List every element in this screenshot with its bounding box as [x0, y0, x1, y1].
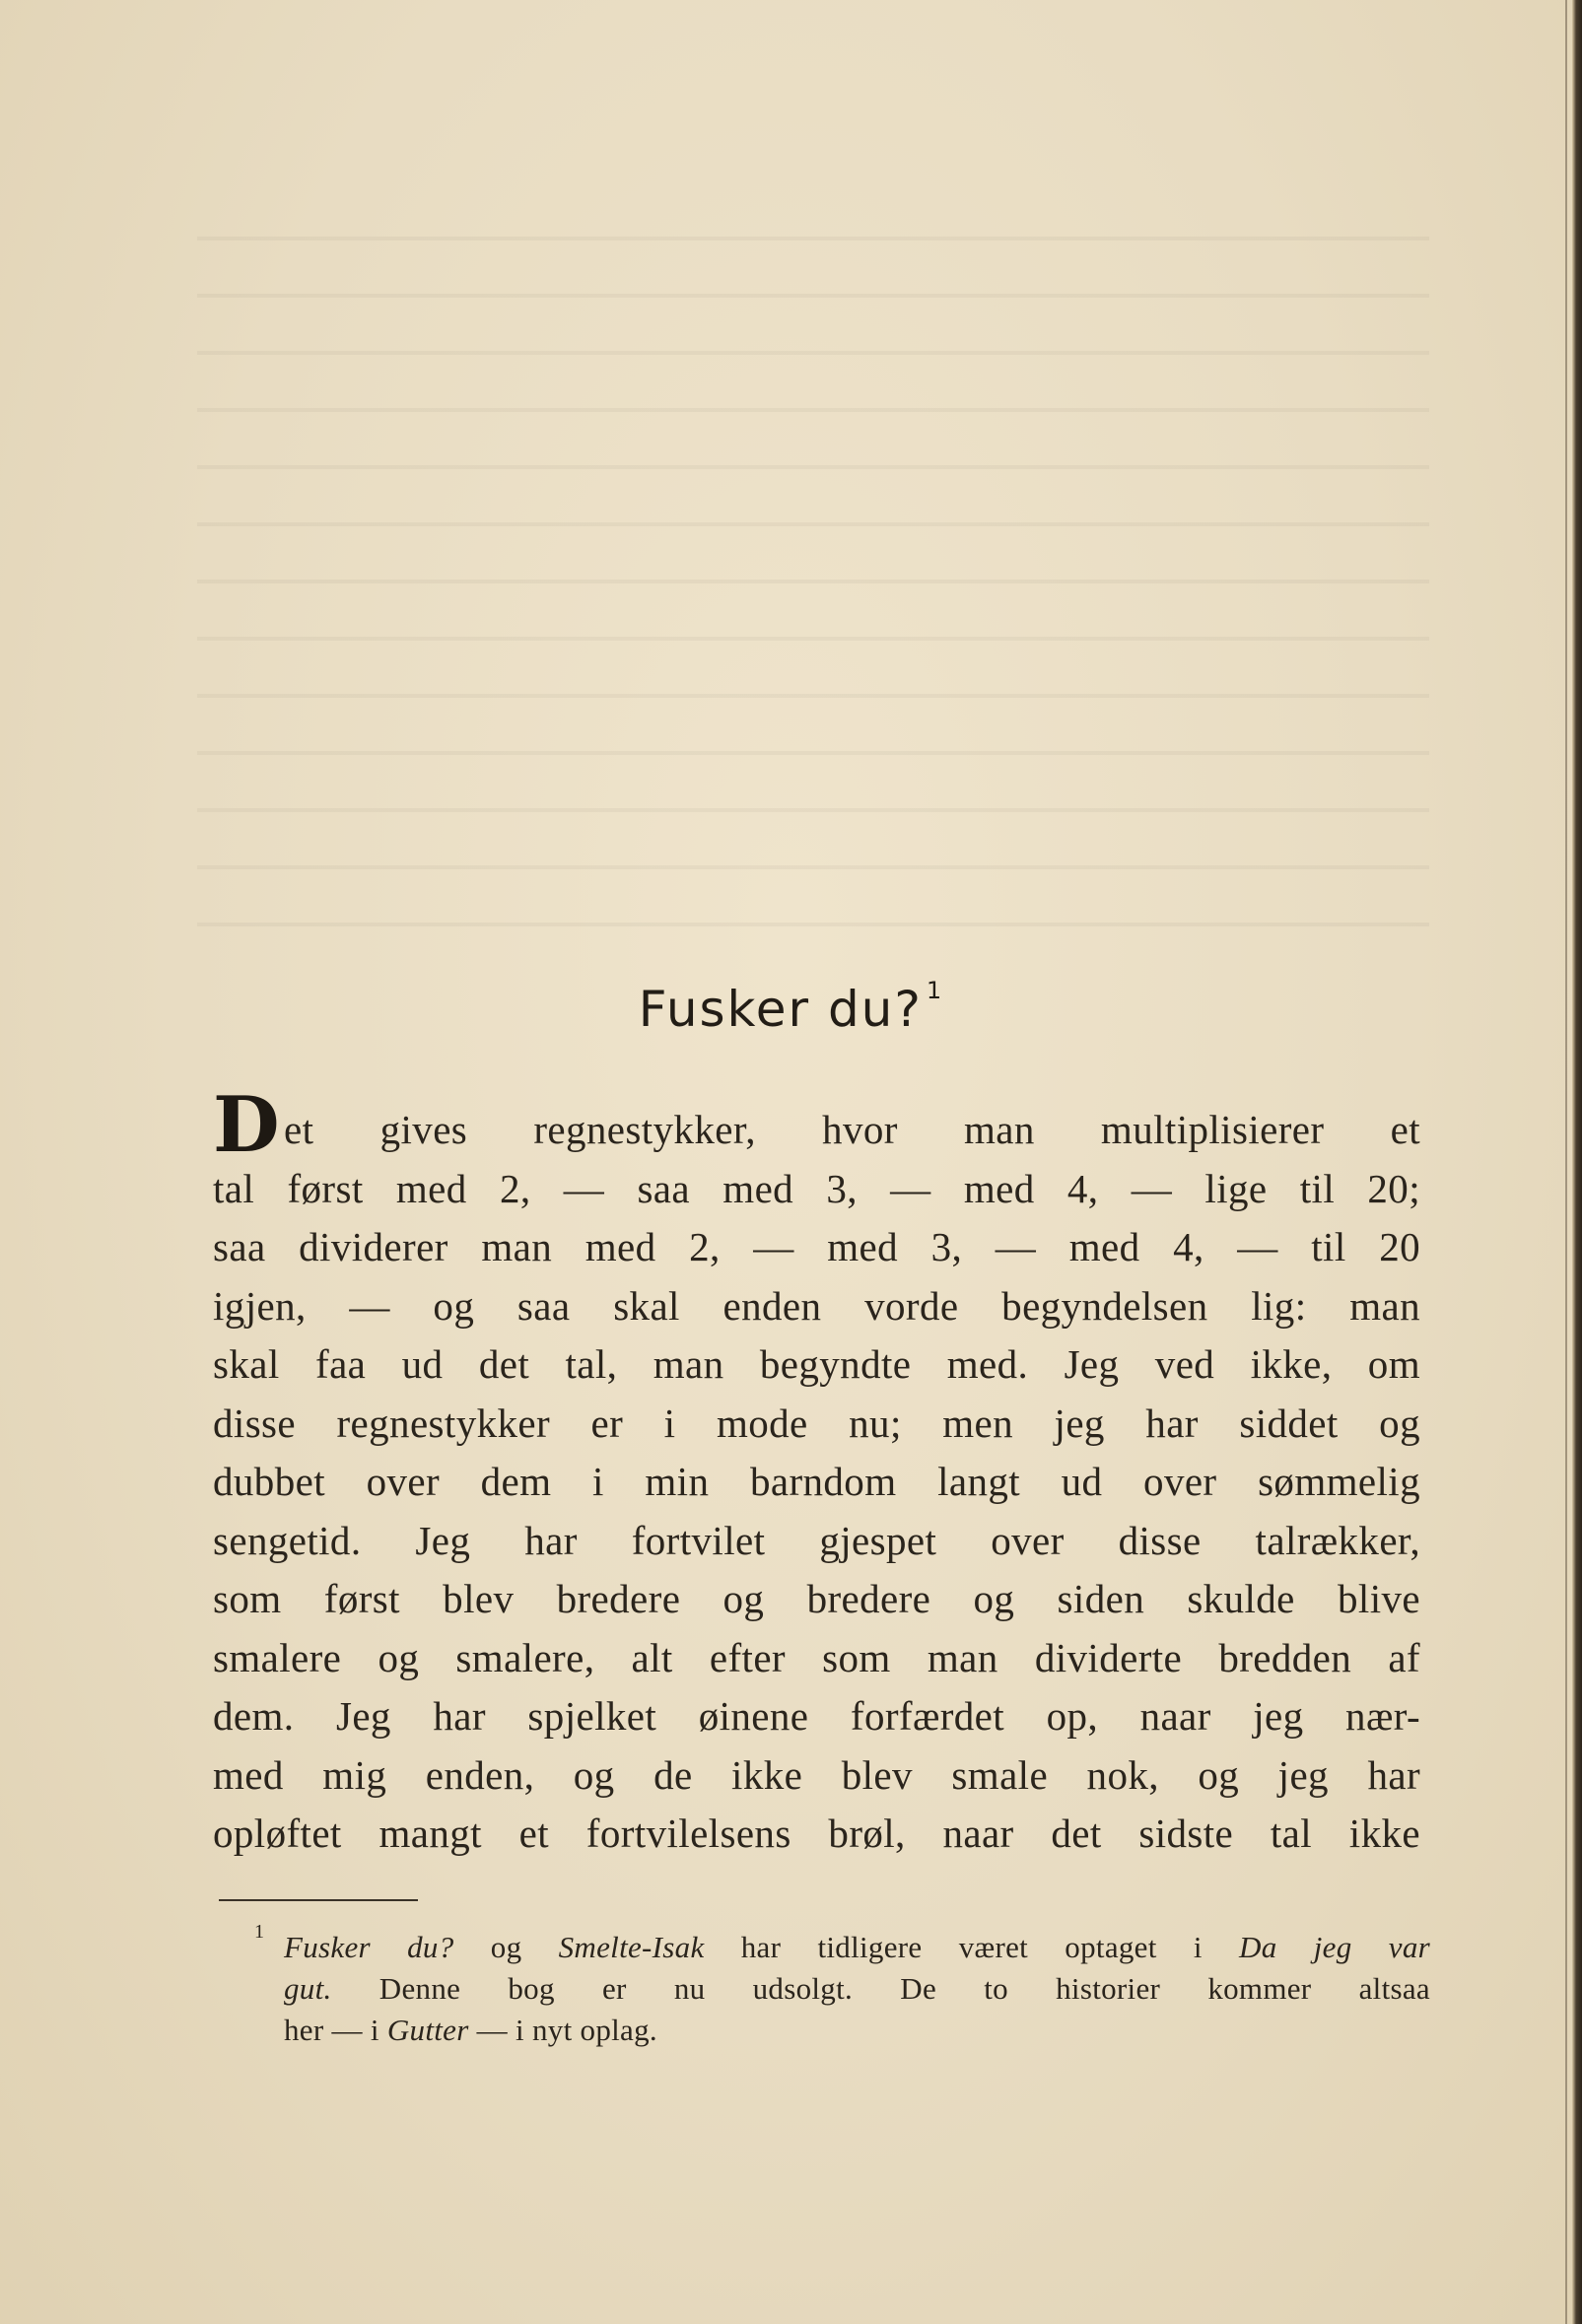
body-line: som først blev bredere og bredere og siden skulde blive: [213, 1576, 1420, 1621]
footnote-separator: [219, 1899, 418, 1901]
body-line: [213, 1080, 1420, 1170]
body-line: saa dividerer man med 2, — med 3, — med 4, — til 20: [213, 1224, 1420, 1269]
chapter-title: [0, 977, 1582, 1038]
body-line: opløftet mangt et fortvilelsens brøl, naar det sidste tal ikke: [213, 1811, 1420, 1856]
footnote-line: [284, 1968, 1430, 2010]
footnote: [254, 1921, 1431, 2051]
body-line: sengetid. Jeg har fortvilet gjespet over disse talrækker,: [213, 1517, 1420, 1563]
body-line: skal faa ud det tal, man begyndte med. Jeg ved ikke, om: [213, 1341, 1420, 1387]
footnote-title-ref: Smelte-Isak: [558, 1930, 705, 1964]
body-line: smalere og smalere, alt efter som man dividerte bredden af: [213, 1634, 1420, 1680]
body-line: med mig enden, og de ikke blev smale nok, og jeg har: [213, 1751, 1420, 1798]
footnote-text: og: [453, 1930, 559, 1964]
footnote-text: her — i: [284, 2013, 387, 2047]
footnote-title-ref: Fusker du?: [284, 1930, 454, 1964]
footnote-reference: 1: [926, 977, 944, 1005]
footnote-text: Denne bog er nu udsolgt. De to historier kommer altsaa: [331, 1971, 1430, 2006]
footnote-line: [284, 1927, 1430, 1968]
body-line-text: et gives regnestykker, hvor man multiplisierer et: [284, 1107, 1420, 1152]
footnote-text: — i nyt oplag.: [468, 2013, 657, 2047]
body-line: dubbet over dem i min barndom langt ud over sømmelig: [213, 1459, 1420, 1504]
body-line: dem. Jeg har spjelket øinene forfærdet op, naar jeg nær-: [213, 1693, 1420, 1739]
body-line: igjen, — og saa skal enden vorde begyndelsen lig: man: [213, 1282, 1420, 1329]
body-line: tal først med 2, — saa med 3, — med 4, — lige til 20;: [213, 1165, 1420, 1211]
body-line: disse regnestykker er i mode nu; men jeg har siddet og: [213, 1400, 1420, 1446]
footnote-title-ref: Gutter: [386, 2013, 469, 2047]
book-gutter: [1572, 0, 1582, 2324]
body-text: [213, 1080, 1420, 1864]
footnote-line: [284, 2010, 1430, 2051]
page-edge-shadow: [1565, 0, 1567, 2324]
bleed-through-text: [197, 197, 1429, 946]
footnote-marker: 1: [254, 1921, 264, 1943]
footnote-title-ref: gut.: [284, 1971, 332, 2006]
drop-cap: D: [213, 1080, 281, 1170]
chapter-title-text: Fusker du?: [638, 981, 923, 1038]
footnote-title-ref: Da jeg var: [1239, 1930, 1431, 1964]
footnote-text: har tidligere været optaget i: [704, 1930, 1240, 1964]
